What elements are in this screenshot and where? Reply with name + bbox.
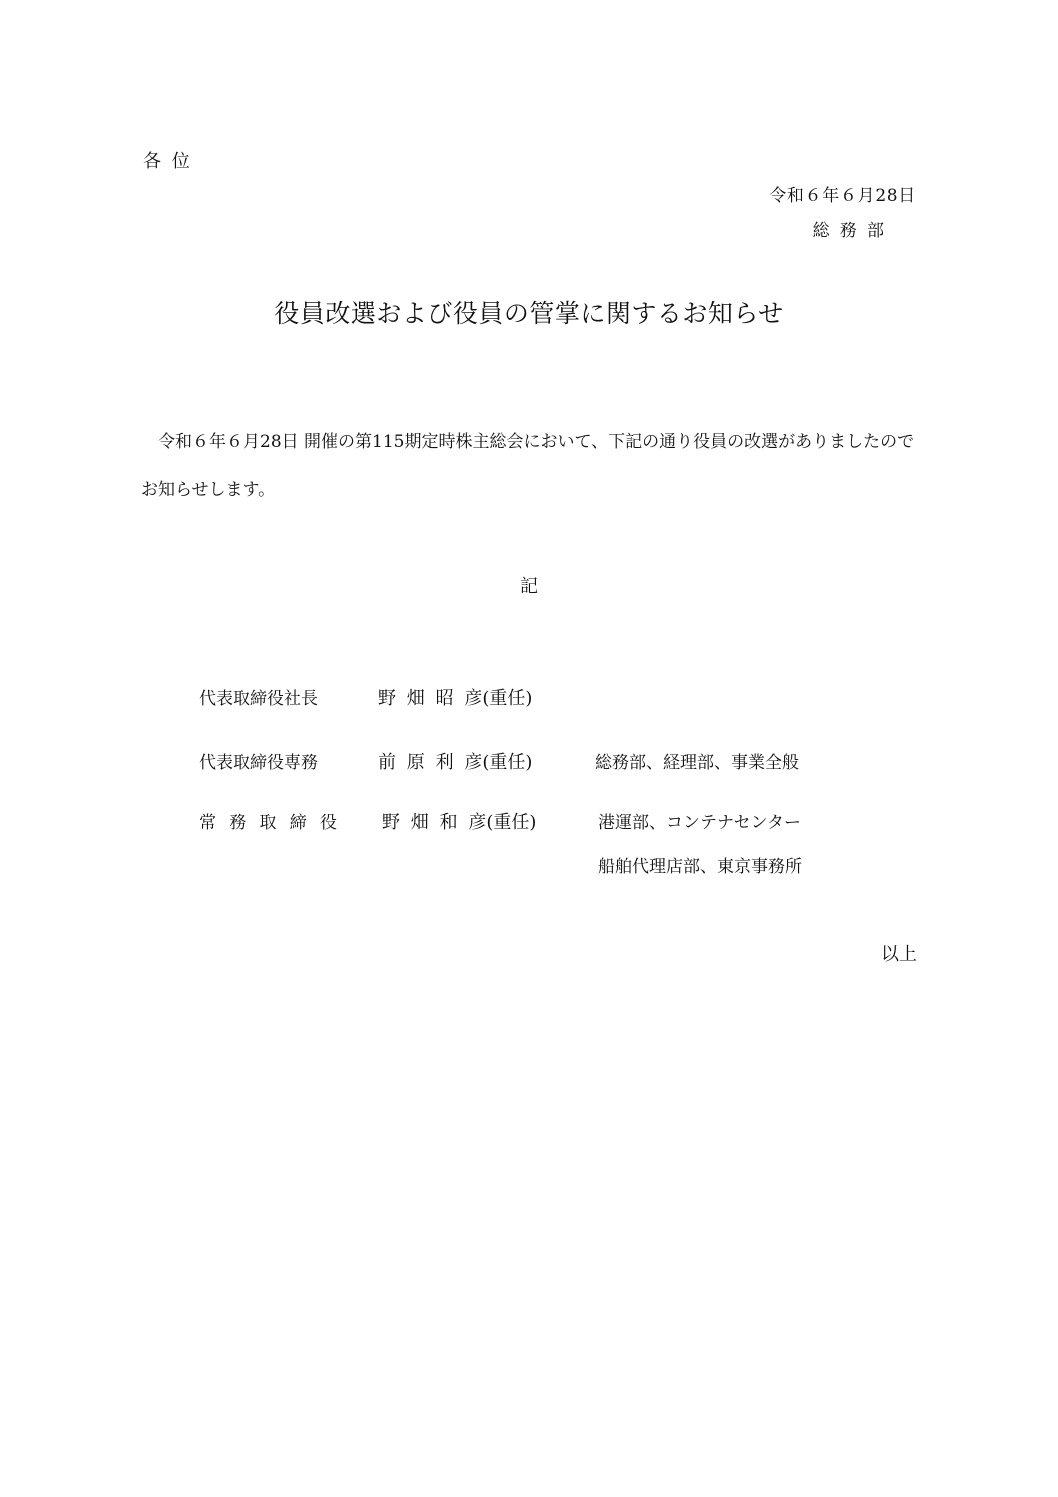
officer-duty: 船舶代理店部、東京事務所 <box>598 857 802 877</box>
officer-status: (重任) <box>486 812 537 833</box>
officer-name-text: 野畑和彦 <box>382 812 498 833</box>
officer-duty: 港運部、コンテナセンター <box>598 813 801 833</box>
salutation: 各位 <box>143 151 201 172</box>
record-heading: 記 <box>520 576 538 597</box>
issuing-department: 総務部 <box>812 221 895 241</box>
officer-name-text: 野畑昭彦 <box>378 688 494 709</box>
officer-duty: 総務部、経理部、事業全般 <box>595 753 799 773</box>
officer-name-text: 前原利彦 <box>378 752 494 773</box>
officer-role: 常務取締役 <box>199 813 351 833</box>
officer-name <box>378 748 532 774</box>
officer-name <box>378 684 532 710</box>
body-paragraph: 令和６年６月28日 開催の第115期定時株主総会において、下記の通り役員の改選がありましたのでお知らせします。 <box>141 432 915 500</box>
issue-date: 令和６年６月28日 <box>769 186 916 206</box>
officer-name <box>382 808 536 834</box>
document-title: 役員改選および役員の管掌に関するお知らせ <box>274 299 784 328</box>
closing-mark: 以上 <box>881 944 917 965</box>
officer-status: (重任) <box>482 688 533 709</box>
officer-role: 代表取締役専務 <box>199 753 318 773</box>
officer-status: (重任) <box>482 752 533 773</box>
officer-role: 代表取締役社長 <box>199 689 318 709</box>
